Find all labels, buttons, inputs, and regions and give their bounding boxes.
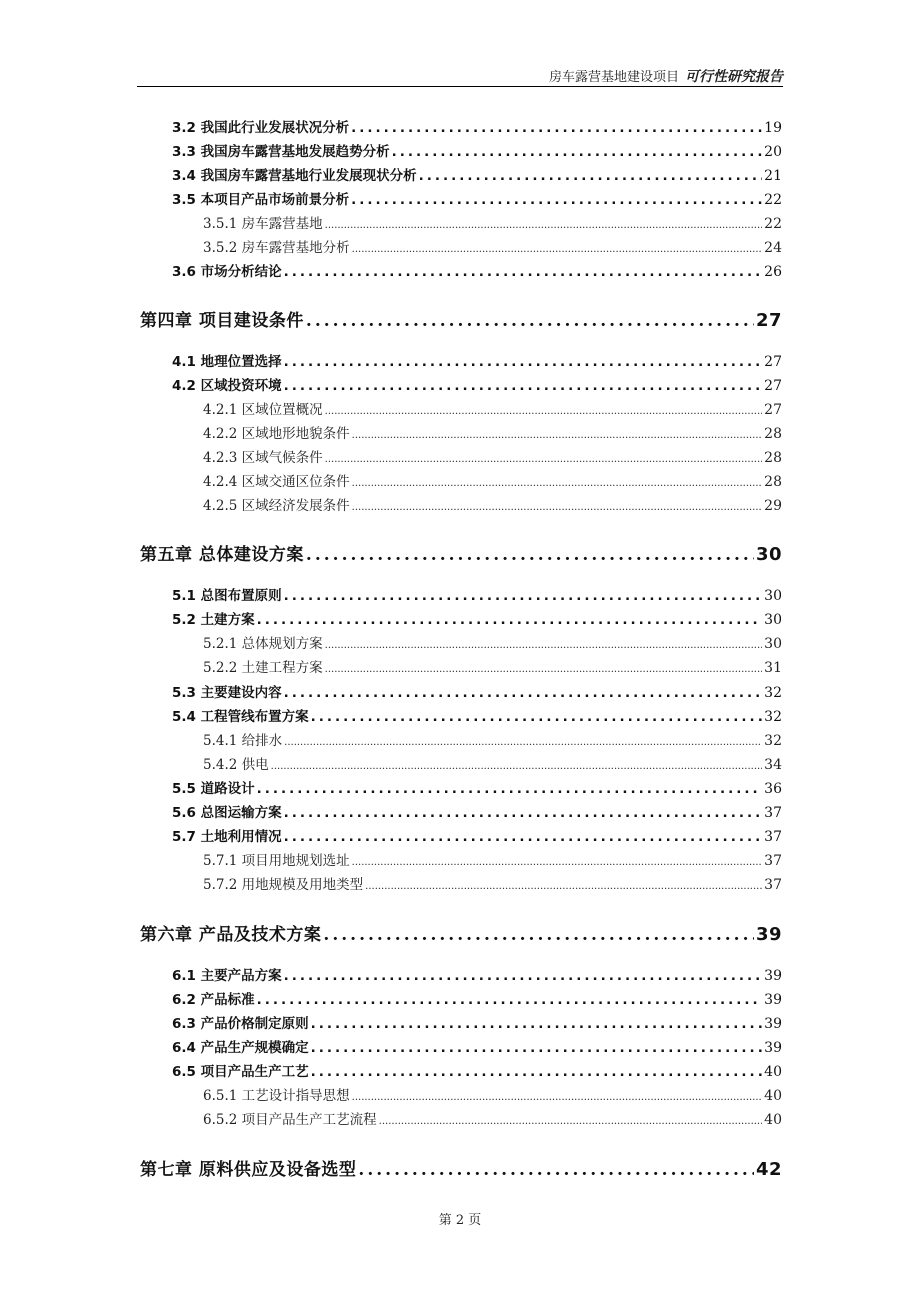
toc-section-entry <box>172 140 782 160</box>
toc-dot-leader <box>323 925 754 945</box>
toc-entry-page: 39 <box>764 1040 782 1056</box>
toc-entry-title: 5.2.1 总体规划方案 <box>203 636 323 652</box>
toc-entry-page: 27 <box>764 354 782 370</box>
toc-dot-leader <box>284 378 763 394</box>
toc-entry-page: 40 <box>764 1064 782 1080</box>
toc-entry-title: 5.7.2 用地规模及用地类型 <box>203 877 364 893</box>
toc-dot-leader <box>311 1040 763 1056</box>
toc-dot-leader <box>271 757 763 773</box>
toc-entry-page: 20 <box>764 144 782 160</box>
toc-subsection-entry <box>203 494 782 514</box>
toc-entry-title: 4.2.5 区域经济发展条件 <box>203 498 350 514</box>
toc-entry-page: 29 <box>764 498 782 514</box>
toc-entry-title: 5.3 主要建设内容 <box>172 685 282 701</box>
toc-entry-title: 5.2 土建方案 <box>172 612 255 628</box>
toc-section-entry <box>172 116 782 136</box>
toc-dot-leader <box>257 612 763 628</box>
toc-section-entry <box>172 705 782 725</box>
toc-entry-page: 28 <box>764 474 782 490</box>
toc-section-entry <box>172 988 782 1008</box>
toc-dot-leader <box>311 1064 763 1080</box>
toc-entry-page: 30 <box>764 636 782 652</box>
toc-subsection-entry <box>203 753 782 773</box>
toc-entry-title: 3.5.2 房车露营基地分析 <box>203 240 350 256</box>
page-number: 第 2 页 <box>438 1213 482 1228</box>
toc-dot-leader <box>257 992 763 1008</box>
toc-entry-page: 32 <box>764 709 782 725</box>
toc-entry-title: 5.4.2 供电 <box>203 757 269 773</box>
toc-entry-title: 6.5.1 工艺设计指导思想 <box>203 1088 350 1104</box>
toc-subsection-entry <box>203 1084 782 1104</box>
toc-entry-page: 37 <box>764 853 782 869</box>
toc-dot-leader <box>284 829 763 845</box>
toc-entry-title: 3.2 我国此行业发展状况分析 <box>172 120 350 136</box>
toc-entry-title: 3.5 本项目产品市场前景分析 <box>172 192 350 208</box>
toc-entry-title: 5.7.1 项目用地规划选址 <box>203 853 350 869</box>
toc-entry-title: 5.5 道路设计 <box>172 781 255 797</box>
toc-entry-page: 40 <box>764 1112 782 1128</box>
toc-entry-page: 26 <box>764 264 782 280</box>
toc-subsection-entry <box>203 632 782 652</box>
toc-dot-leader <box>352 426 763 442</box>
toc-entry-page: 22 <box>764 216 782 232</box>
toc-subsection-entry <box>203 873 782 893</box>
toc-dot-leader <box>284 968 763 984</box>
toc-entry-title: 6.5 项目产品生产工艺 <box>172 1064 309 1080</box>
toc-dot-leader <box>325 660 763 676</box>
toc-dot-leader <box>352 474 763 490</box>
toc-entry-title: 4.2.2 区域地形地貌条件 <box>203 426 350 442</box>
toc-section-entry <box>172 825 782 845</box>
toc-dot-leader <box>311 1016 763 1032</box>
toc-subsection-entry <box>203 1108 782 1128</box>
toc-entry-page: 24 <box>764 240 782 256</box>
toc-entry-page: 39 <box>755 924 782 945</box>
toc-entry-title: 4.2.4 区域交通区位条件 <box>203 474 350 490</box>
toc-entry-page: 28 <box>764 426 782 442</box>
toc-entry-page: 19 <box>764 120 782 136</box>
toc-entry-title: 5.4 工程管线布置方案 <box>172 709 309 725</box>
toc-entry-page: 27 <box>755 310 782 331</box>
toc-entry-page: 31 <box>764 660 782 676</box>
toc-dot-leader <box>419 168 763 184</box>
toc-subsection-entry <box>203 422 782 442</box>
toc-entry-page: 30 <box>755 544 782 565</box>
toc-dot-leader <box>365 877 762 893</box>
toc-entry-page: 42 <box>755 1159 782 1180</box>
toc-section-entry <box>172 164 782 184</box>
toc-entry-page: 39 <box>764 992 782 1008</box>
toc-dot-leader <box>284 264 763 280</box>
toc-entry-title: 5.2.2 土建工程方案 <box>203 660 323 676</box>
toc-section-entry <box>172 260 782 280</box>
toc-chapter-entry <box>140 306 782 331</box>
toc-entry-title: 6.5.2 项目产品生产工艺流程 <box>203 1112 377 1128</box>
toc-section-entry <box>172 1060 782 1080</box>
toc-dot-leader <box>352 853 763 869</box>
toc-dot-leader <box>306 545 754 565</box>
toc-subsection-entry <box>203 729 782 749</box>
toc-dot-leader <box>351 120 762 136</box>
toc-entry-page: 30 <box>764 588 782 604</box>
toc-entry-page: 39 <box>764 968 782 984</box>
toc-section-entry <box>172 188 782 208</box>
toc-entry-page: 32 <box>764 685 782 701</box>
toc-entry-page: 39 <box>764 1016 782 1032</box>
toc-entry-title: 3.6 市场分析结论 <box>172 264 282 280</box>
toc-section-entry <box>172 1012 782 1032</box>
toc-entry-title: 3.4 我国房车露营基地行业发展现状分析 <box>172 168 417 184</box>
toc-dot-leader <box>392 144 763 160</box>
toc-dot-leader <box>284 588 763 604</box>
toc-entry-page: 36 <box>764 781 782 797</box>
toc-dot-leader <box>352 240 763 256</box>
toc-entry-page: 32 <box>764 733 782 749</box>
toc-entry-page: 27 <box>764 378 782 394</box>
toc-entry-title: 6.4 产品生产规模确定 <box>172 1040 309 1056</box>
toc-section-entry <box>172 681 782 701</box>
toc-entry-title: 3.5.1 房车露营基地 <box>203 216 323 232</box>
toc-dot-leader <box>325 636 763 652</box>
toc-chapter-entry <box>140 1155 782 1180</box>
toc-entry-title: 4.2.1 区域位置概况 <box>203 402 323 418</box>
toc-entry-title: 5.7 土地利用情况 <box>172 829 282 845</box>
toc-dot-leader <box>325 216 763 232</box>
toc-entry-page: 30 <box>764 612 782 628</box>
toc-entry-title: 第五章 总体建设方案 <box>140 545 304 565</box>
toc-section-entry <box>172 964 782 984</box>
toc-entry-title: 6.1 主要产品方案 <box>172 968 282 984</box>
toc-entry-page: 37 <box>764 829 782 845</box>
toc-entry-page: 28 <box>764 450 782 466</box>
toc-subsection-entry <box>203 849 782 869</box>
toc-subsection-entry <box>203 446 782 466</box>
toc-entry-title: 第七章 原料供应及设备选型 <box>140 1160 357 1180</box>
toc-dot-leader <box>379 1112 763 1128</box>
toc-entry-page: 37 <box>764 877 782 893</box>
toc-entry-page: 22 <box>764 192 782 208</box>
toc-section-entry <box>172 777 782 797</box>
toc-chapter-entry <box>140 920 782 945</box>
toc-section-entry <box>172 584 782 604</box>
toc-section-entry <box>172 801 782 821</box>
toc-dot-leader <box>306 311 754 331</box>
toc-entry-title: 3.3 我国房车露营基地发展趋势分析 <box>172 144 390 160</box>
header-project-name: 房车露营基地建设项目 <box>548 70 679 85</box>
toc-entry-page: 21 <box>764 168 782 184</box>
toc-dot-leader <box>311 709 763 725</box>
toc-dot-leader <box>351 192 762 208</box>
toc-subsection-entry <box>203 656 782 676</box>
toc-subsection-entry <box>203 398 782 418</box>
toc-subsection-entry <box>203 212 782 232</box>
toc-dot-leader <box>352 1088 763 1104</box>
toc-dot-leader <box>284 805 763 821</box>
toc-entry-title: 5.4.1 给排水 <box>203 733 283 749</box>
toc-entry-title: 6.3 产品价格制定原则 <box>172 1016 309 1032</box>
toc-dot-leader <box>358 1160 754 1180</box>
toc-section-entry <box>172 374 782 394</box>
page-header <box>137 66 783 87</box>
toc-dot-leader <box>352 498 763 514</box>
toc-entry-title: 5.1 总图布置原则 <box>172 588 282 604</box>
toc-subsection-entry <box>203 470 782 490</box>
toc-section-entry <box>172 1036 782 1056</box>
toc-chapter-entry <box>140 540 782 565</box>
toc-dot-leader <box>284 354 763 370</box>
toc-entry-title: 4.2 区域投资环境 <box>172 378 282 394</box>
toc-dot-leader <box>284 685 763 701</box>
toc-dot-leader <box>257 781 763 797</box>
toc-entry-title: 6.2 产品标准 <box>172 992 255 1008</box>
toc-entry-page: 40 <box>764 1088 782 1104</box>
toc-entry-title: 第四章 项目建设条件 <box>140 311 304 331</box>
toc-entry-page: 34 <box>764 757 782 773</box>
toc-entry-page: 27 <box>764 402 782 418</box>
toc-entry-title: 4.2.3 区域气候条件 <box>203 450 323 466</box>
toc-section-entry <box>172 350 782 370</box>
toc-subsection-entry <box>203 236 782 256</box>
toc-dot-leader <box>325 402 763 418</box>
toc-dot-leader <box>325 450 763 466</box>
toc-entry-title: 4.1 地理位置选择 <box>172 354 282 370</box>
toc-entry-page: 37 <box>764 805 782 821</box>
toc-dot-leader <box>284 733 762 749</box>
toc-entry-title: 5.6 总图运输方案 <box>172 805 282 821</box>
toc-section-entry <box>172 608 782 628</box>
toc-entry-title: 第六章 产品及技术方案 <box>140 925 322 945</box>
header-report-title: 可行性研究报告 <box>685 69 783 85</box>
